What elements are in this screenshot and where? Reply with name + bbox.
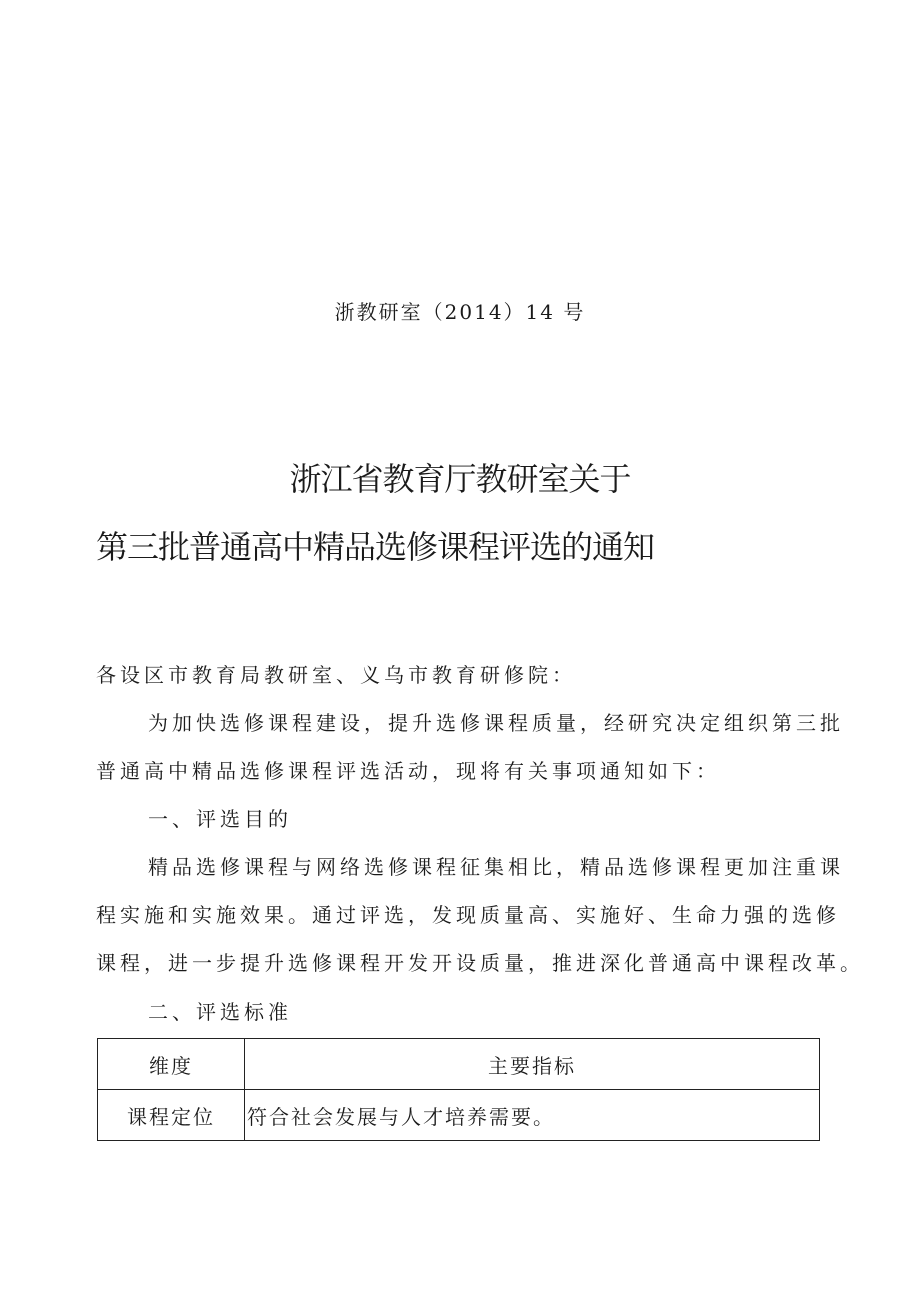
table-row xyxy=(98,1090,820,1141)
section-1-line-2: 程实施和实施效果。通过评选，发现质量高、实施好、生命力强的选修 xyxy=(96,903,840,927)
intro-paragraph-line-1: 为加快选修课程建设，提升选修课程质量，经研究决定组织第三批 xyxy=(148,711,844,735)
section-1-line-3: 课程，进一步提升选修课程开发开设质量，推进深化普通高中课程改革。 xyxy=(96,951,864,975)
table-header-row xyxy=(98,1039,820,1090)
section-2-heading: 二、评选标准 xyxy=(148,1000,292,1024)
criteria-table xyxy=(97,1038,820,1141)
intro-paragraph-line-2: 普通高中精品选修课程评选活动，现将有关事项通知如下： xyxy=(96,759,720,783)
salutation: 各设区市教育局教研室、义乌市教育研修院： xyxy=(96,663,576,687)
section-1-heading: 一、评选目的 xyxy=(148,807,292,831)
table-header-dimension: 维度 xyxy=(98,1039,245,1090)
table-cell-dimension: 课程定位 xyxy=(98,1090,245,1141)
title-line-1: 浙江省教育厅教研室关于 xyxy=(289,460,631,498)
section-1-line-1: 精品选修课程与网络选修课程征集相比，精品选修课程更加注重课 xyxy=(148,855,844,879)
title-line-2: 第三批普通高中精品选修课程评选的通知 xyxy=(96,528,655,566)
table-header-indicators: 主要指标 xyxy=(245,1039,820,1090)
document-number: 浙教研室（2014）14 号 xyxy=(334,300,586,324)
table-cell-indicator: 符合社会发展与人才培养需要。 xyxy=(245,1090,820,1141)
